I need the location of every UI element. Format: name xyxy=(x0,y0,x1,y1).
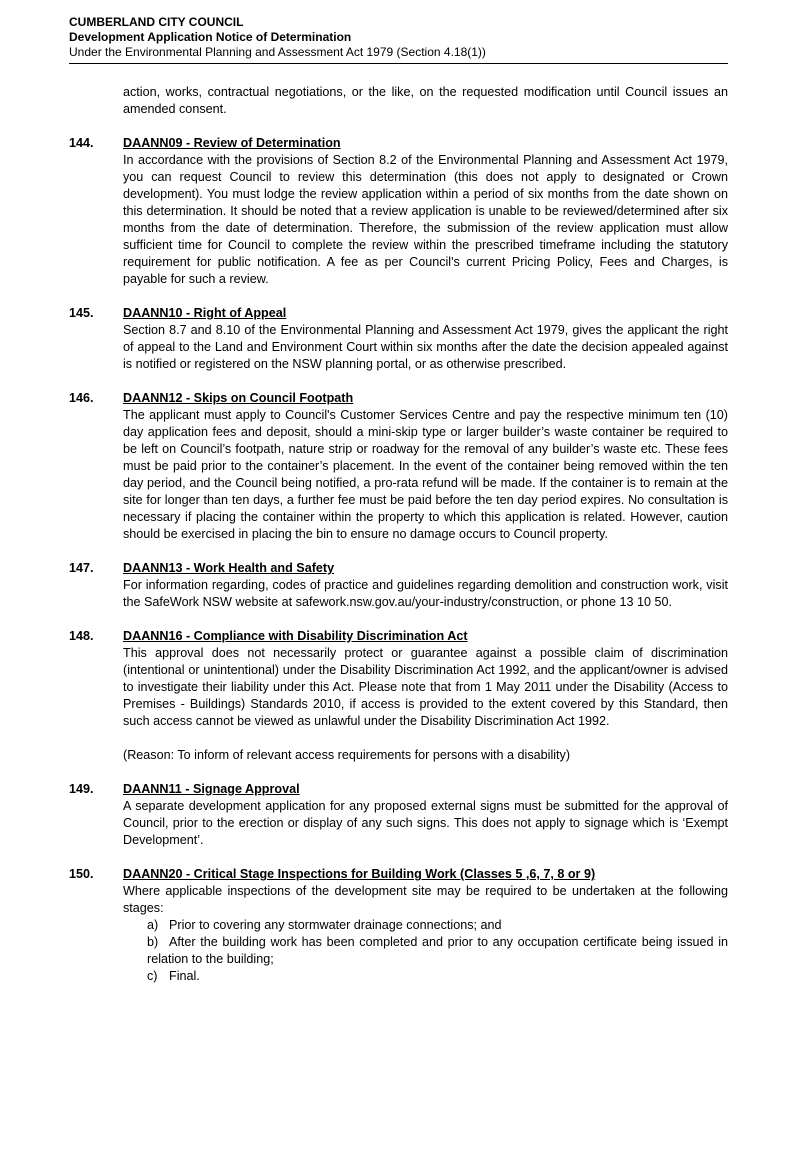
condition-text: This approval does not necessarily protect or guarantee against a possible claim of discrimination (intentional or unintentional) under the Disability Discrimination Act 1992, and the applicant/owner is advised to investigate their liability under this Act. Please note that from 1 May 2011 under the Disability (Access to Premises - Buildings) Standards 2010, if access is provided to the extent covered by this Standard, then such access cannot be viewed as unlawful under the Disability Discrimination Act 1992. xyxy=(123,646,728,728)
condition-text: A separate development application for any proposed external signs must be submitted for the approval of Council, prior to the erection or display of any such signs. This does not apply to signage which is ‘Exempt Development’. xyxy=(123,799,728,847)
condition-title: DAANN09 - Review of Determination xyxy=(123,136,341,150)
list-item xyxy=(123,917,728,934)
condition-number: 148. xyxy=(69,629,94,643)
list-item-text: Final. xyxy=(169,969,200,983)
condition-number: 144. xyxy=(69,136,94,150)
header-divider xyxy=(69,63,728,64)
condition-number: 149. xyxy=(69,782,94,796)
condition-number: 150. xyxy=(69,867,94,881)
condition-title: DAANN20 - Critical Stage Inspections for Building Work (Classes 5 ,6, 7, 8 or 9) xyxy=(123,867,596,881)
list-item xyxy=(123,934,728,968)
list-item-text: After the building work has been completed and prior to any occupation certificate being issued in relation to the building; xyxy=(147,935,728,966)
condition-title: DAANN16 - Compliance with Disability Discrimination Act xyxy=(123,629,468,643)
condition-title: DAANN13 - Work Health and Safety xyxy=(123,561,335,575)
condition-number: 147. xyxy=(69,561,94,575)
condition-150 xyxy=(69,866,728,985)
council-name: CUMBERLAND CITY COUNCIL xyxy=(69,15,244,29)
condition-number: 145. xyxy=(69,306,94,320)
condition-144 xyxy=(69,135,728,288)
list-marker: b) xyxy=(147,935,159,949)
list-marker: c) xyxy=(147,969,158,983)
list-item xyxy=(123,968,728,985)
page-header xyxy=(69,15,728,60)
condition-reason: (Reason: To inform of relevant access requirements for persons with a disability) xyxy=(123,748,571,762)
condition-147 xyxy=(69,560,728,611)
condition-text: The applicant must apply to Council's Customer Services Centre and pay the respective minimum ten (10) day application fees and deposit, should a mini-skip type or larger builder’s waste container be required to be left on Council’s footpath, nature strip or roadway for the removal of any builder’s waste etc. These fees must be paid prior to the container’s placement. In the event of the container being removed within the ten day period, and the Council being notified, a pro-rata refund will be made. If the container is to remain at the site for longer than ten days, a further fee must be paid before the ten day period expires. No consultation is necessary if placing the container within the property to which this application is related. However, caution should be exercised in placing the bin to ensure no damage occurs to Council property. xyxy=(123,408,728,541)
condition-title: DAANN12 - Skips on Council Footpath xyxy=(123,391,354,405)
condition-148 xyxy=(69,628,728,764)
condition-text: For information regarding, codes of practice and guidelines regarding demolition and construction work, visit the SafeWork NSW website at safework.nsw.gov.au/your-industry/construction, or phone 13 10 50. xyxy=(123,578,728,609)
condition-145 xyxy=(69,305,728,373)
condition-title: DAANN10 - Right of Appeal xyxy=(123,306,287,320)
document-body xyxy=(69,84,728,985)
condition-text: Where applicable inspections of the development site may be required to be undertaken at the following stages: xyxy=(123,884,728,915)
list-marker: a) xyxy=(147,918,159,932)
condition-title: DAANN11 - Signage Approval xyxy=(123,782,300,796)
condition-text: In accordance with the provisions of Section 8.2 of the Environmental Planning and Assessment Act 1979, you can request Council to review this determination (this does not apply to designated or Crown development). You must lodge the review application within a period of six months from the date shown on this determination. It should be noted that a review application is unable to be reviewed/determined after six months from the date of determination. Therefore, the submission of the review application must allow sufficient time for Council to complete the review within the prescribed timeframe including the statutory requirement for public notification. A fee as per Council's current Pricing Policy, Fees and Charges, is payable for such a review. xyxy=(123,153,728,286)
inspection-stage-list xyxy=(123,917,728,985)
continued-paragraph: action, works, contractual negotiations, or the like, on the requested modification until Council issues an amended consent. xyxy=(123,85,728,116)
list-item-text: Prior to covering any stormwater drainage connections; and xyxy=(169,918,502,932)
condition-number: 146. xyxy=(69,391,94,405)
act-reference: Under the Environmental Planning and Assessment Act 1979 (Section 4.18(1)) xyxy=(69,45,486,59)
document-title: Development Application Notice of Determination xyxy=(69,30,352,44)
condition-text: Section 8.7 and 8.10 of the Environmental Planning and Assessment Act 1979, gives the applicant the right of appeal to the Land and Environment Court within six months after the date the decision appealed against is notified or registered on the NSW planning portal, or as otherwise prescribed. xyxy=(123,323,728,371)
condition-149 xyxy=(69,781,728,849)
condition-146 xyxy=(69,390,728,543)
